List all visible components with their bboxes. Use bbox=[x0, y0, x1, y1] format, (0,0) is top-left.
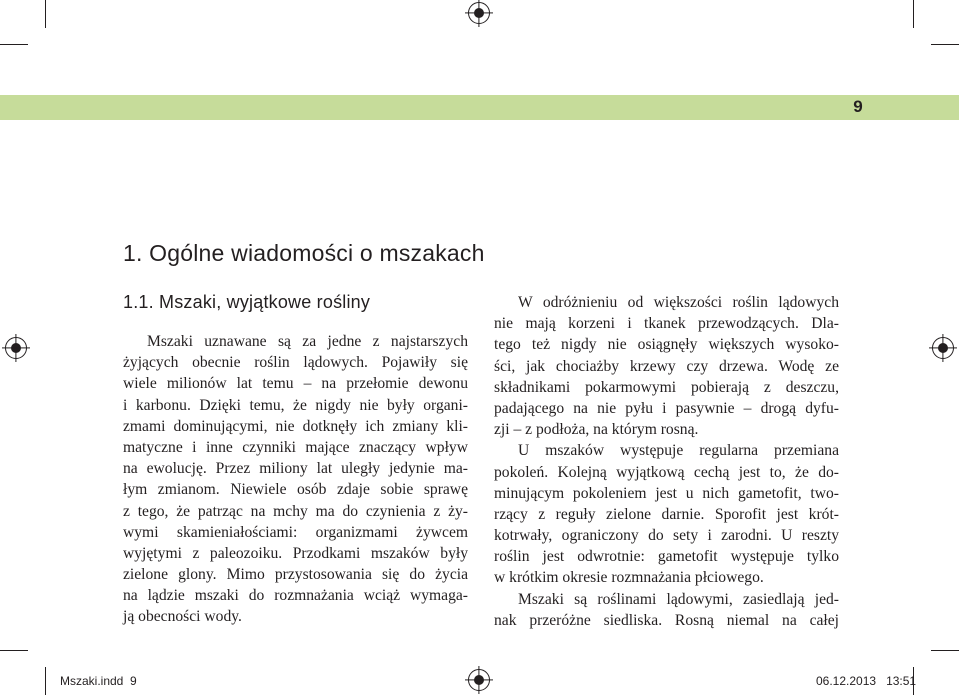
crop-mark-bottom-left bbox=[45, 667, 46, 695]
text-line: minującym pokoleniem jest u nich gametofit, two- bbox=[494, 484, 839, 502]
slug-filename bbox=[60, 674, 137, 688]
text-line: zmami dominującymi, nie dotknęły ich zmiany kli- bbox=[123, 417, 468, 435]
page-number: 9 bbox=[853, 97, 863, 116]
text-line: ści, jak chociażby krzewy czy drzewa. Wodę ze bbox=[494, 357, 839, 375]
text-line: Mszaki uznawane są za jedne z najstarszych bbox=[147, 333, 468, 350]
crop-mark-top-right bbox=[913, 0, 914, 28]
text-line: U mszaków występuje regularna przemiana bbox=[518, 442, 839, 460]
text-line: padającego na nie pyłu i pasywnie – drogą dyfu- bbox=[494, 399, 839, 417]
text-line: żyjących obecnie roślin lądowych. Pojawiły się bbox=[123, 354, 468, 372]
page-header-band bbox=[0, 95, 959, 120]
left-column-text bbox=[123, 331, 468, 628]
text-line: zielone glony. Mimo przystosowania się do życia bbox=[123, 566, 468, 584]
text-line: wiele milionów lat temu – na przełomie dewonu bbox=[123, 375, 468, 393]
text-line: nak przeróżne siedliska. Rosną niemal na całej bbox=[494, 611, 839, 629]
registration-mark-icon bbox=[468, 669, 490, 691]
text-line: na lądzie mszaki do rozmnażania wciąż wymaga- bbox=[123, 587, 468, 605]
text-line: składnikami pokarmowymi pobierają z deszczu, bbox=[494, 378, 839, 396]
crop-mark-left-upper bbox=[0, 44, 28, 45]
right-column-text bbox=[494, 292, 839, 631]
section-heading: 1.1. Mszaki, wyjątkowe rośliny bbox=[123, 292, 371, 312]
slug-page: 9 bbox=[130, 674, 137, 688]
text-line: matyczne i inne czynniki mające znaczący wpływ bbox=[123, 438, 468, 456]
text-line: łym zmianom. Niewiele osób zdaje sobie sprawę bbox=[123, 481, 468, 499]
text-line: zji – z podłoża, na którym rosną. bbox=[494, 421, 699, 439]
text-line: i karbonu. Dzięki temu, że nigdy nie były organi- bbox=[123, 396, 468, 414]
registration-mark-icon bbox=[5, 337, 27, 359]
slug-timestamp bbox=[816, 674, 916, 688]
text-line: na ewolucję. Przez miliony lat uległy jedynie ma- bbox=[123, 460, 468, 478]
chapter-heading: 1. Ogólne wiadomości o mszakach bbox=[123, 240, 485, 266]
text-line: tego też nigdy nie osiągnęły większych wysoko- bbox=[494, 336, 839, 354]
text-line: ją obecności wody. bbox=[123, 608, 242, 626]
text-line: z tego, że patrząc na mchy ma do czynienia z ży- bbox=[123, 502, 468, 520]
slug-filename-text: Mszaki.indd bbox=[60, 674, 124, 688]
text-line: wymi skamieniałościami: organizmami żywcem bbox=[123, 523, 468, 541]
text-line: pokoleń. Kolejną wyjątkową cechą jest to, że do- bbox=[494, 463, 839, 481]
text-line: w krótkim okresie rozmnażania płciowego. bbox=[494, 569, 764, 587]
text-line: wyjętymi z paleozoiku. Przodkami mszaków były bbox=[123, 544, 468, 562]
text-line: W odróżnieniu od większości roślin lądowych bbox=[518, 294, 839, 311]
text-line: kotrwały, ograniczony do sety i zarodni. U reszty bbox=[494, 527, 839, 545]
text-line: roślin jest odwrotnie: gametofit występuje tylko bbox=[494, 548, 839, 566]
registration-mark-icon bbox=[468, 2, 490, 24]
crop-mark-right-lower bbox=[931, 650, 959, 651]
slug-time: 13:51 bbox=[886, 674, 917, 688]
registration-mark-icon bbox=[932, 337, 954, 359]
crop-mark-right-upper bbox=[931, 44, 959, 45]
crop-mark-top-left bbox=[45, 0, 46, 28]
slug-date: 06.12.2013 bbox=[816, 674, 877, 688]
text-line: Mszaki są roślinami lądowymi, zasiedlają jed- bbox=[518, 590, 839, 608]
crop-mark-left-lower bbox=[0, 650, 28, 651]
text-line: rzący z reguły zielone darnie. Sporofit jest krót- bbox=[494, 505, 839, 523]
text-line: nie mają korzeni i tkanek przewodzących. Dla- bbox=[494, 315, 839, 333]
